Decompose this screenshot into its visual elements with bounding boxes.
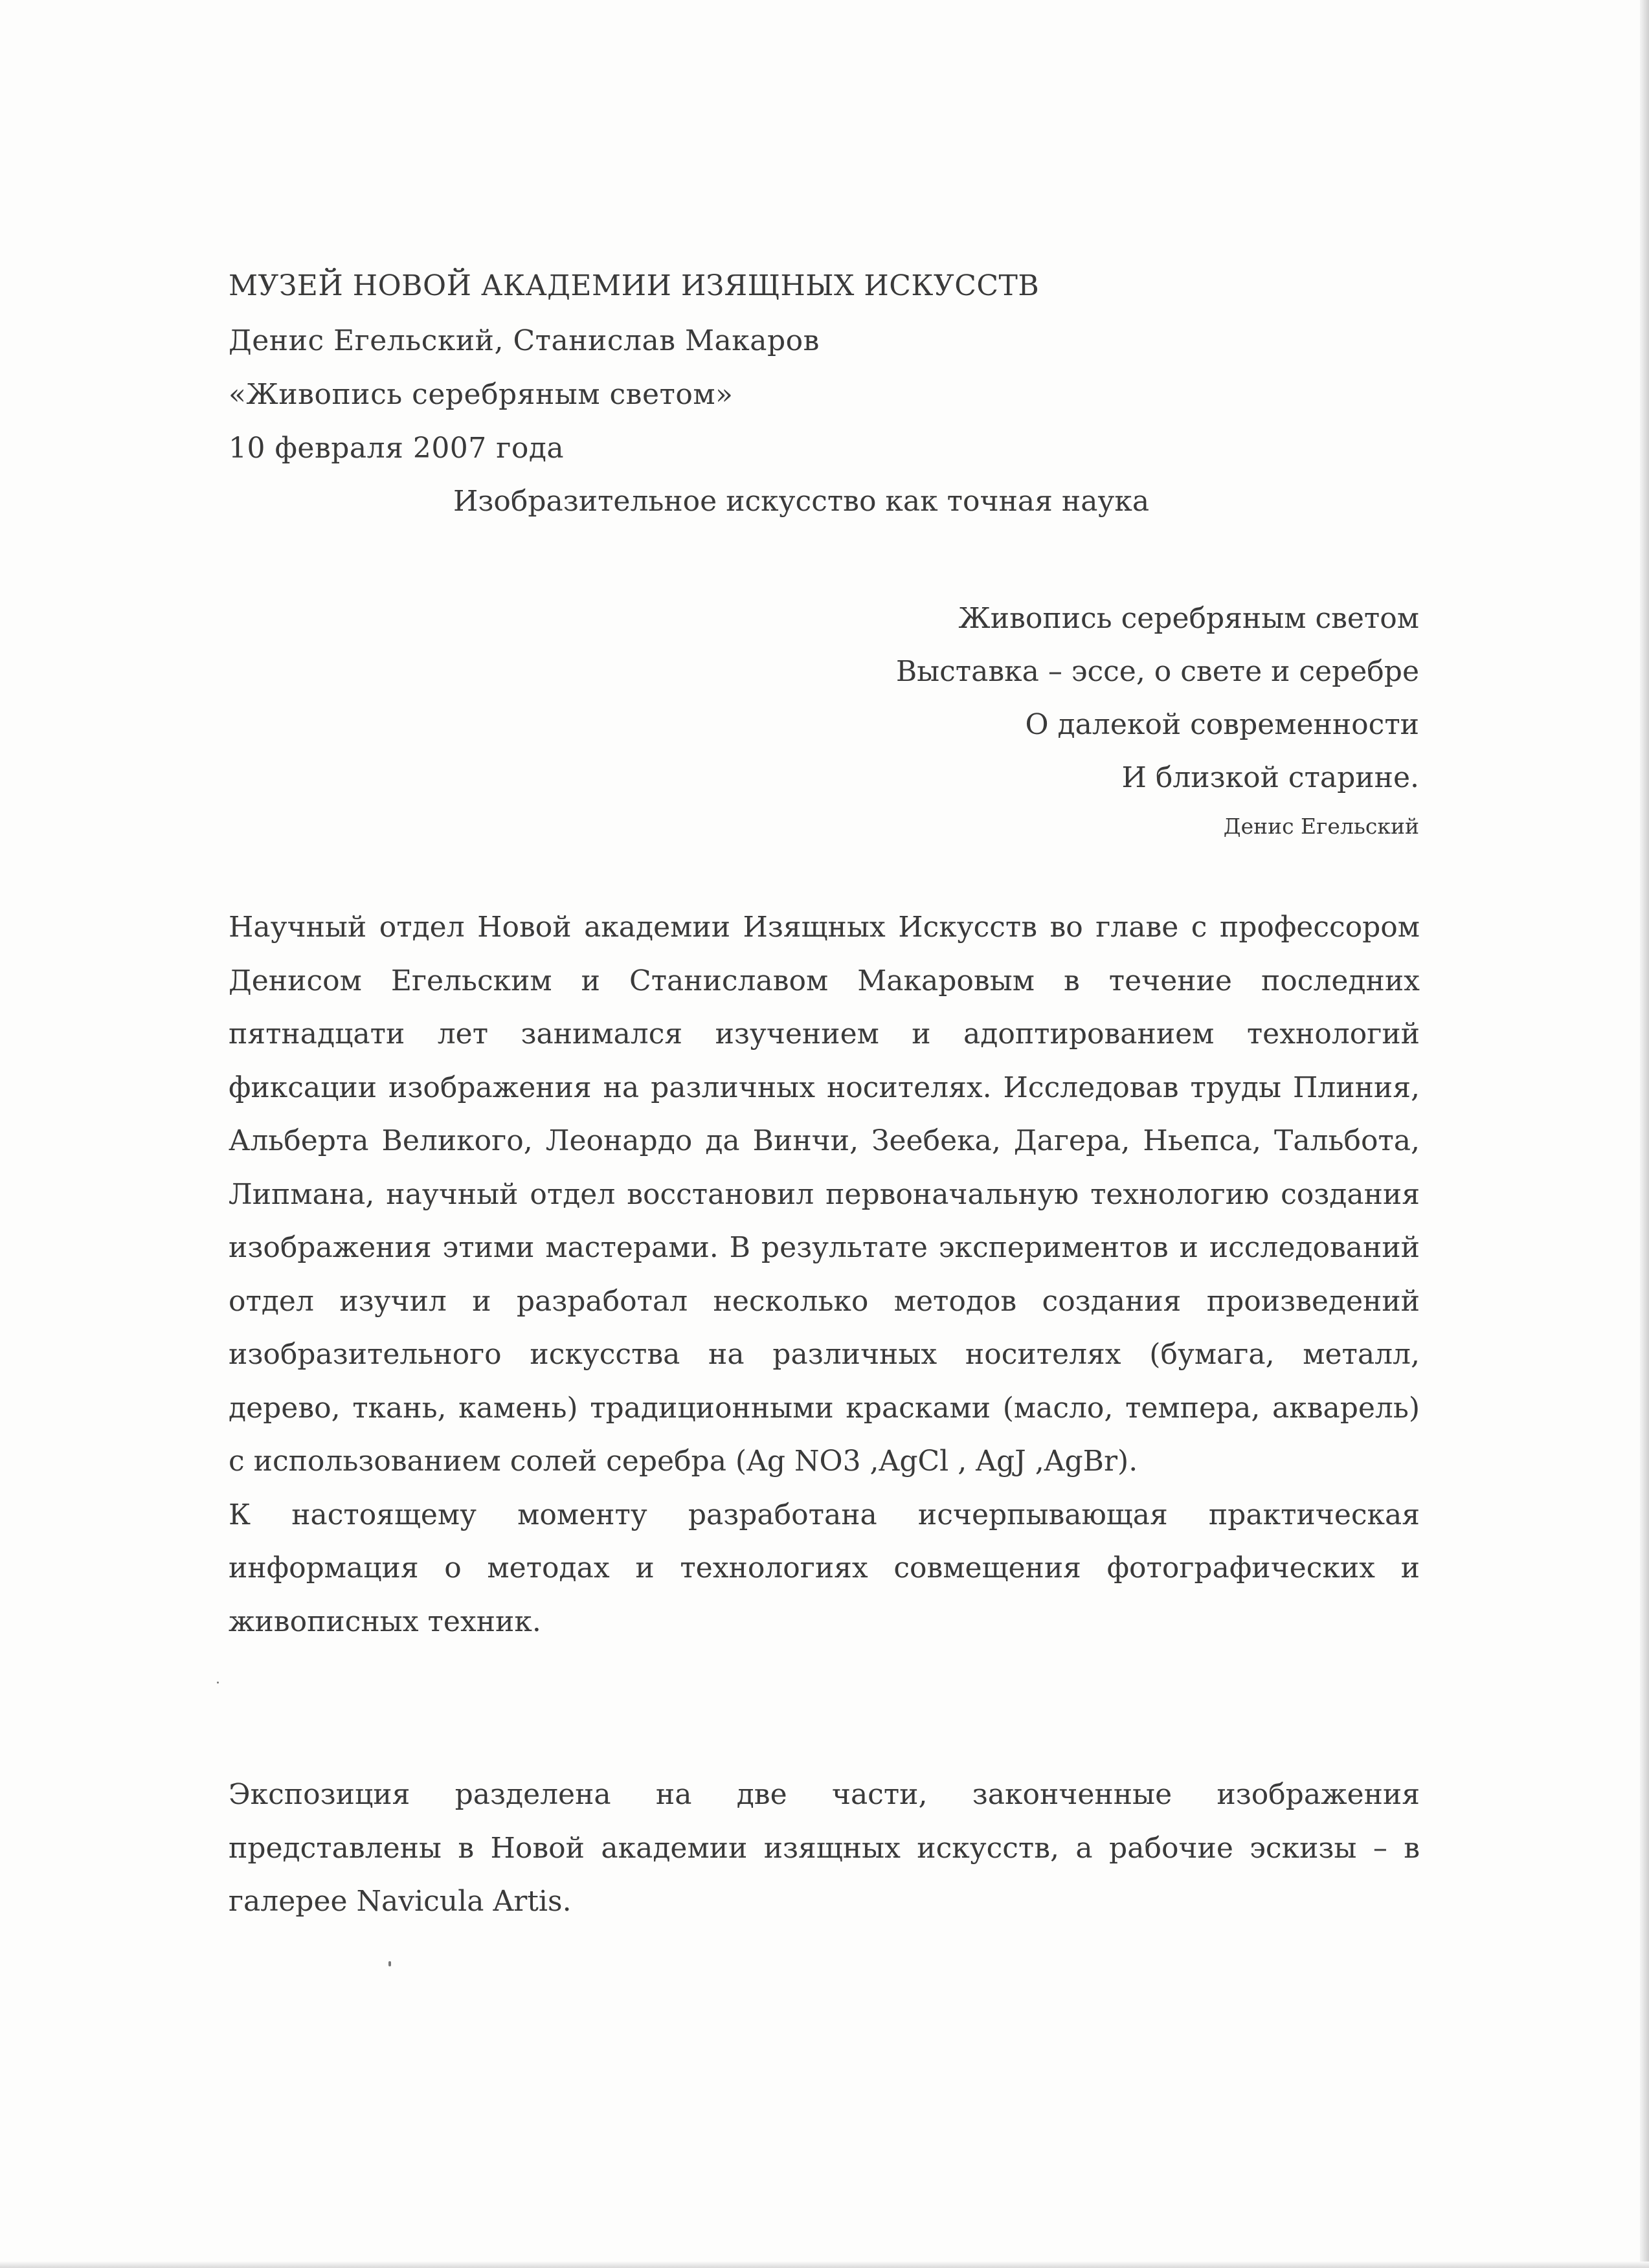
authors-line: Денис Егельский, Станислав Макаров <box>229 324 820 357</box>
museum-heading: МУЗЕЙ НОВОЙ АКАДЕМИИ ИЗЯЩНЫХ ИСКУССТВ <box>229 269 1040 302</box>
body-paragraph: Экспозиция разделена на две части, законченные изображения представлены в Новой академии изящных искусств, а рабочие эскизы – в галерее Navicula Artis. <box>229 1778 1420 1918</box>
epigraph-line: И близкой старине. <box>1121 761 1419 794</box>
epigraph-line: О далекой современности <box>1025 708 1419 741</box>
epigraph-line: Живопись серебряным светом <box>958 602 1419 635</box>
exhibition-title: «Живопись серебряным светом» <box>229 378 734 411</box>
epigraph-line: Выставка – эссе, о свете и серебре <box>895 655 1419 688</box>
scan-edge <box>0 2262 1649 2268</box>
scan-edge <box>1640 0 1649 2268</box>
scan-speck <box>388 1961 391 1966</box>
body-section-1 <box>229 901 1420 1649</box>
document-subtitle: Изобразительное искусство как точная наука <box>453 485 1150 518</box>
epigraph-author: Денис Егельский <box>1223 814 1419 839</box>
epigraph <box>896 592 1419 846</box>
body-paragraph: Научный отдел Новой академии Изящных Искусств во главе с профессором Денисом Егельским и Станиславом Макаровым в течение последних пятнадцати лет занимался изучением и адоптированием технологий фиксации изображения на различных носителях. Исследовав труды Плиния, Альберта Великого, Леонардо да Винчи, Зеебека, Дагера, Ньепса, Тальбота, Липмана, научный отдел восстановил первоначальную технологию создания изображения этими мастерами. В результате экспериментов и исследований отдел изучил и разработал несколько методов создания произведений изобразительного искусства на различных носителях (бумага, металл, дерево, ткань, камень) традиционными красками (масло, темпера, акварель) с использованием солей серебра (Ag NO3 ,AgCl , AgJ ,AgBr). <box>229 911 1420 1478</box>
body-section-2 <box>229 1768 1420 1929</box>
exhibition-date: 10 февраля 2007 года <box>229 432 565 465</box>
scan-speck <box>217 1682 219 1684</box>
body-paragraph: К настоящему моменту разработана исчерпывающая практическая информация о методах и технологиях совмещения фотографических и живописных техник. <box>229 1498 1420 1638</box>
